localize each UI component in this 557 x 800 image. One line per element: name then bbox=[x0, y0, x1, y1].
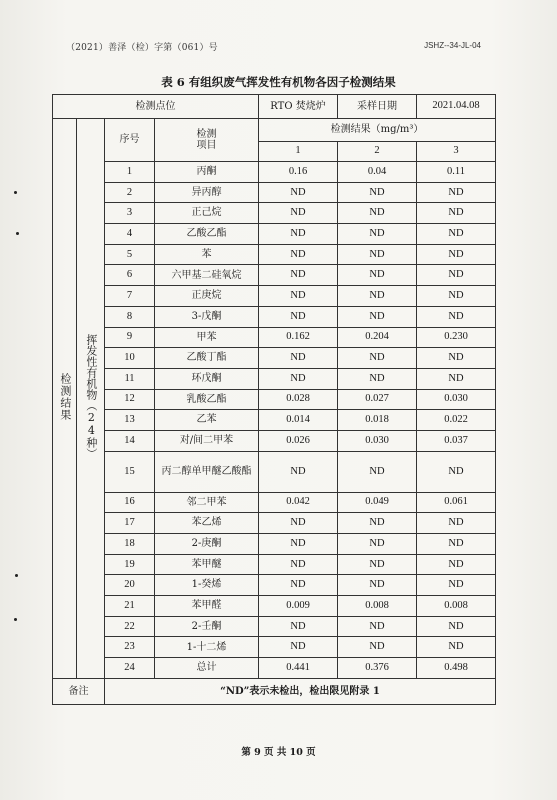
scan-speck bbox=[14, 191, 17, 194]
sample-col-3: 3 bbox=[417, 142, 496, 162]
row-number: 1 bbox=[105, 162, 155, 183]
row-value-1: ND bbox=[259, 244, 338, 265]
row-value-1: 0.042 bbox=[259, 492, 338, 513]
row-number: 19 bbox=[105, 554, 155, 575]
row-value-1: ND bbox=[259, 575, 338, 596]
row-value-2: ND bbox=[338, 534, 417, 555]
row-number: 21 bbox=[105, 596, 155, 617]
row-number: 17 bbox=[105, 513, 155, 534]
row-item: 2-庚酮 bbox=[155, 534, 259, 555]
row-value-2: ND bbox=[338, 286, 417, 307]
row-item: 2-壬酮 bbox=[155, 616, 259, 637]
row-value-3: ND bbox=[417, 203, 496, 224]
row-value-1: ND bbox=[259, 306, 338, 327]
row-value-3: ND bbox=[417, 306, 496, 327]
row-number: 10 bbox=[105, 348, 155, 369]
row-value-2: ND bbox=[338, 616, 417, 637]
row-number: 18 bbox=[105, 534, 155, 555]
row-item: 邻二甲苯 bbox=[155, 492, 259, 513]
row-value-3: ND bbox=[417, 244, 496, 265]
row-value-1: ND bbox=[259, 265, 338, 286]
row-value-3: 0.230 bbox=[417, 327, 496, 348]
row-value-3: 0.037 bbox=[417, 430, 496, 451]
row-number: 22 bbox=[105, 616, 155, 637]
table-row bbox=[53, 389, 496, 410]
row-value-1: 0.441 bbox=[259, 658, 338, 679]
row-number: 12 bbox=[105, 389, 155, 410]
table-row bbox=[53, 575, 496, 596]
row-value-3: ND bbox=[417, 616, 496, 637]
row-item: 乙酸乙酯 bbox=[155, 224, 259, 245]
table-row bbox=[53, 286, 496, 307]
row-value-1: ND bbox=[259, 637, 338, 658]
item-header: 检测 项目 bbox=[155, 119, 259, 162]
row-value-2: ND bbox=[338, 348, 417, 369]
row-number: 4 bbox=[105, 224, 155, 245]
row-value-1: 0.014 bbox=[259, 410, 338, 431]
sample-col-2: 2 bbox=[338, 142, 417, 162]
row-value-2: ND bbox=[338, 368, 417, 389]
row-number: 7 bbox=[105, 286, 155, 307]
table-row bbox=[53, 306, 496, 327]
row-value-1: ND bbox=[259, 224, 338, 245]
table-row bbox=[53, 265, 496, 286]
row-value-2: 0.008 bbox=[338, 596, 417, 617]
row-value-3: ND bbox=[417, 368, 496, 389]
row-value-1: ND bbox=[259, 513, 338, 534]
row-value-2: ND bbox=[338, 306, 417, 327]
row-number: 24 bbox=[105, 658, 155, 679]
date-label: 采样日期 bbox=[338, 95, 417, 119]
row-number: 15 bbox=[105, 451, 155, 492]
row-value-1: 0.009 bbox=[259, 596, 338, 617]
row-item: 苯乙烯 bbox=[155, 513, 259, 534]
table-row bbox=[53, 327, 496, 348]
table-row bbox=[53, 492, 496, 513]
row-value-3: ND bbox=[417, 286, 496, 307]
row-item: 3-戊酮 bbox=[155, 306, 259, 327]
row-value-3: ND bbox=[417, 224, 496, 245]
table-row bbox=[53, 244, 496, 265]
seq-header: 序号 bbox=[105, 119, 155, 162]
row-value-2: ND bbox=[338, 265, 417, 286]
row-value-3: ND bbox=[417, 348, 496, 369]
row-number: 16 bbox=[105, 492, 155, 513]
row-value-3: 0.498 bbox=[417, 658, 496, 679]
table-row bbox=[53, 162, 496, 183]
row-value-2: ND bbox=[338, 451, 417, 492]
row-item: 乳酸乙酯 bbox=[155, 389, 259, 410]
outer-label: 检测结果 bbox=[58, 372, 72, 421]
table-row bbox=[53, 616, 496, 637]
row-value-1: ND bbox=[259, 368, 338, 389]
row-item: 环戊酮 bbox=[155, 368, 259, 389]
row-value-2: ND bbox=[338, 575, 417, 596]
row-value-1: ND bbox=[259, 182, 338, 203]
row-item: 丙酮 bbox=[155, 162, 259, 183]
row-item: 正庚烷 bbox=[155, 286, 259, 307]
row-number: 5 bbox=[105, 244, 155, 265]
table-row bbox=[53, 203, 496, 224]
row-value-1: 0.026 bbox=[259, 430, 338, 451]
point-value: RTO 焚烧炉 bbox=[259, 95, 338, 119]
row-value-1: ND bbox=[259, 286, 338, 307]
row-value-1: 0.16 bbox=[259, 162, 338, 183]
row-value-3: 0.030 bbox=[417, 389, 496, 410]
row-value-2: ND bbox=[338, 244, 417, 265]
table-row bbox=[53, 658, 496, 679]
row-value-2: 0.049 bbox=[338, 492, 417, 513]
row-value-2: ND bbox=[338, 203, 417, 224]
row-value-3: ND bbox=[417, 534, 496, 555]
row-value-3: 0.061 bbox=[417, 492, 496, 513]
row-value-3: ND bbox=[417, 575, 496, 596]
table-row bbox=[53, 637, 496, 658]
row-item: 乙苯 bbox=[155, 410, 259, 431]
sample-col-1: 1 bbox=[259, 142, 338, 162]
row-value-2: ND bbox=[338, 224, 417, 245]
scan-speck bbox=[16, 232, 19, 235]
row-number: 14 bbox=[105, 430, 155, 451]
row-value-1: ND bbox=[259, 348, 338, 369]
row-value-2: ND bbox=[338, 513, 417, 534]
row-item: 1-癸烯 bbox=[155, 575, 259, 596]
scan-speck bbox=[14, 618, 17, 621]
row-value-3: ND bbox=[417, 451, 496, 492]
row-item: 对/间二甲苯 bbox=[155, 430, 259, 451]
row-item: 总计 bbox=[155, 658, 259, 679]
point-label: 检测点位 bbox=[53, 95, 259, 119]
row-value-3: ND bbox=[417, 182, 496, 203]
table-row bbox=[53, 596, 496, 617]
page-number: 第 9 页 共 10 页 bbox=[241, 747, 316, 758]
row-number: 8 bbox=[105, 306, 155, 327]
result-header: 检测结果（mg/m³） bbox=[259, 119, 496, 142]
row-item: 异丙醇 bbox=[155, 182, 259, 203]
table-row bbox=[53, 224, 496, 245]
table-row bbox=[53, 451, 496, 492]
row-value-2: ND bbox=[338, 554, 417, 575]
row-value-2: 0.204 bbox=[338, 327, 417, 348]
remark-label: 备注 bbox=[53, 678, 105, 704]
row-number: 23 bbox=[105, 637, 155, 658]
row-item: 丙二醇单甲醚乙酸酯 bbox=[155, 451, 259, 492]
table-row bbox=[53, 554, 496, 575]
row-value-2: 0.04 bbox=[338, 162, 417, 183]
row-value-3: ND bbox=[417, 637, 496, 658]
row-number: 20 bbox=[105, 575, 155, 596]
report-number: （2021）善泽（检）字第（061）号 bbox=[66, 43, 218, 53]
row-value-1: ND bbox=[259, 616, 338, 637]
table-row bbox=[53, 348, 496, 369]
form-code: JSHZ--34-JL-04 bbox=[424, 41, 481, 50]
row-value-3: ND bbox=[417, 554, 496, 575]
outer-label-cell bbox=[53, 119, 77, 679]
row-value-1: ND bbox=[259, 554, 338, 575]
row-item: 苯 bbox=[155, 244, 259, 265]
row-value-2: ND bbox=[338, 182, 417, 203]
row-number: 2 bbox=[105, 182, 155, 203]
row-item: 苯甲醛 bbox=[155, 596, 259, 617]
table-row bbox=[53, 182, 496, 203]
table-row bbox=[53, 410, 496, 431]
row-value-3: ND bbox=[417, 513, 496, 534]
row-number: 11 bbox=[105, 368, 155, 389]
row-item: 六甲基二硅氧烷 bbox=[155, 265, 259, 286]
table-row bbox=[53, 534, 496, 555]
row-value-3: 0.11 bbox=[417, 162, 496, 183]
row-value-2: ND bbox=[338, 637, 417, 658]
remark-row bbox=[53, 678, 496, 704]
row-value-1: ND bbox=[259, 203, 338, 224]
row-number: 3 bbox=[105, 203, 155, 224]
date-value: 2021.04.08 bbox=[417, 95, 496, 119]
row-value-1: 0.162 bbox=[259, 327, 338, 348]
row-item: 1-十二烯 bbox=[155, 637, 259, 658]
row-value-2: 0.030 bbox=[338, 430, 417, 451]
row-value-1: 0.028 bbox=[259, 389, 338, 410]
row-value-1: ND bbox=[259, 534, 338, 555]
row-item: 正己烷 bbox=[155, 203, 259, 224]
row-item: 苯甲醚 bbox=[155, 554, 259, 575]
row-number: 9 bbox=[105, 327, 155, 348]
group-label-cell bbox=[77, 119, 105, 679]
row-value-3: ND bbox=[417, 265, 496, 286]
row-item: 乙酸丁酯 bbox=[155, 348, 259, 369]
table-title: 表 6 有组织废气挥发性有机物各因子检测结果 bbox=[161, 75, 396, 89]
row-value-2: 0.376 bbox=[338, 658, 417, 679]
table-row bbox=[53, 430, 496, 451]
scan-speck bbox=[15, 574, 18, 577]
remark-text: “ND”表示未检出，检出限见附录 1 bbox=[105, 678, 496, 704]
row-value-2: 0.027 bbox=[338, 389, 417, 410]
row-number: 13 bbox=[105, 410, 155, 431]
row-number: 6 bbox=[105, 265, 155, 286]
row-value-3: 0.022 bbox=[417, 410, 496, 431]
table-row bbox=[53, 368, 496, 389]
table-row bbox=[53, 513, 496, 534]
row-value-2: 0.018 bbox=[338, 410, 417, 431]
row-item: 甲苯 bbox=[155, 327, 259, 348]
results-table bbox=[52, 94, 496, 705]
row-value-3: 0.008 bbox=[417, 596, 496, 617]
group-label: 挥发性有机物（24种） bbox=[84, 334, 98, 460]
row-value-1: ND bbox=[259, 451, 338, 492]
